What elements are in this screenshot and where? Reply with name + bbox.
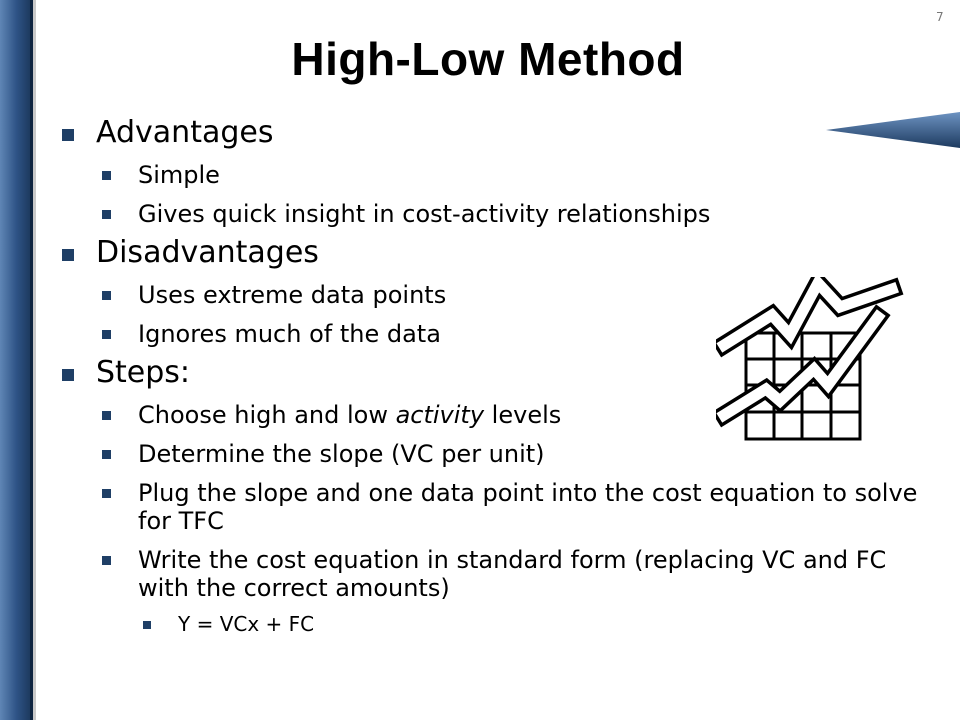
bullet-marker [102,210,111,219]
section-steps [60,356,940,390]
list-item [96,546,940,602]
bullet-marker [62,249,74,261]
bullet-marker [102,450,111,459]
list-item-text: Ignores much of the data [138,320,441,348]
section-heading: Steps: [96,355,191,390]
list-item-text: Gives quick insight in cost-activity relationships [138,200,711,228]
slide-title: High-Low Method [291,33,685,85]
bullet-marker [102,291,111,300]
bullet-content [60,110,940,644]
slide-number: 7 [936,10,944,24]
list-item [96,440,940,468]
list-item [96,401,940,429]
list-item [96,320,940,348]
section-heading: Advantages [96,115,274,150]
list-item [96,281,940,309]
list-item-text: Determine the slope (VC per unit) [138,440,545,468]
equation-text: Y = VCx + FC [178,612,315,636]
list-item [96,479,940,535]
bullet-marker [102,489,111,498]
bullet-marker [143,621,151,629]
list-item-text: Plug the slope and one data point into the cost equation to solve for TFC [138,479,918,535]
section-advantages [60,116,940,150]
list-item [96,161,940,189]
list-item-text: Write the cost equation in standard form (replacing VC and FC with the correct amounts) [138,546,887,602]
bullet-marker [102,556,111,565]
list-item [96,200,940,228]
list-item-text: Simple [138,161,220,189]
section-disadvantages [60,236,940,270]
bullet-marker [62,369,74,381]
list-item-text: Choose high and low activity levels [138,401,562,429]
left-accent-bar [0,0,36,720]
bullet-marker [102,411,111,420]
list-item-text: Uses extreme data points [138,281,447,309]
sub-list-item [138,612,940,636]
bullet-marker [102,330,111,339]
emphasis-text: activity [395,401,485,429]
bullet-marker [102,171,111,180]
bullet-marker [62,129,74,141]
section-heading: Disadvantages [96,235,319,270]
